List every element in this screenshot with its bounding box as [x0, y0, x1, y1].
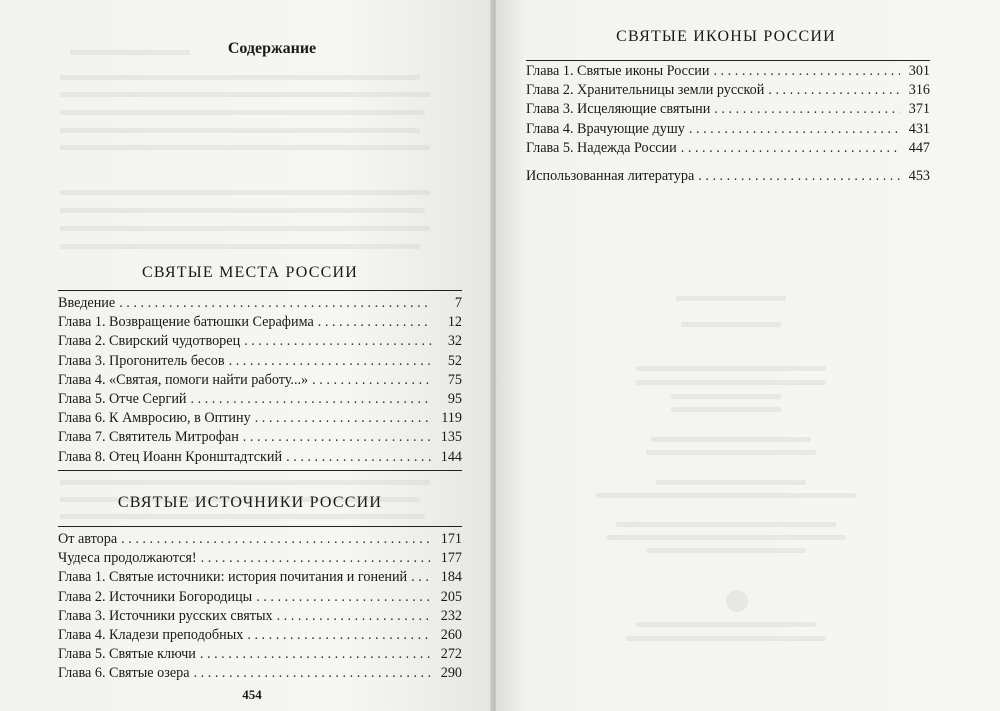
toc-entry-label: Глава 6. К Амвросию, в Оптину	[58, 410, 251, 427]
toc-entry-label: Глава 3. Исцеляющие святыни	[526, 101, 711, 118]
toc-entry-bibliography	[526, 167, 930, 186]
toc-entry-page: 184	[440, 569, 462, 586]
toc-entry	[58, 313, 462, 332]
toc-entry-page: 290	[440, 665, 462, 682]
toc-entry-page: 453	[908, 168, 930, 184]
show-through	[60, 480, 430, 485]
show-through	[646, 450, 816, 455]
show-through	[671, 394, 781, 399]
toc-leader-dots	[713, 62, 900, 81]
toc-leader-dots	[229, 352, 432, 371]
toc-entry-page: 260	[440, 627, 462, 644]
toc-leader-dots	[247, 626, 432, 645]
toc-entry-page: 301	[908, 63, 930, 79]
toc-leader-dots	[121, 530, 432, 549]
show-through	[636, 622, 816, 627]
toc-entry	[58, 549, 462, 568]
toc-entry	[58, 530, 462, 549]
show-through	[596, 493, 856, 498]
toc-leader-dots	[286, 448, 432, 467]
toc-leader-dots	[256, 588, 432, 607]
toc-leader-dots	[194, 664, 432, 683]
toc-leader-dots	[255, 409, 432, 428]
toc-entry-page: 272	[440, 646, 462, 663]
toc-entry-label: Глава 3. Прогонитель бесов	[58, 352, 225, 369]
toc-holy-springs	[58, 530, 462, 684]
toc-entry-label: Глава 2. Хранительницы земли русской	[526, 82, 765, 99]
show-through	[60, 75, 420, 80]
show-through	[636, 366, 826, 371]
toc-entry	[526, 139, 930, 158]
toc-leader-dots	[277, 607, 432, 626]
show-through	[70, 50, 190, 55]
toc-entry	[526, 100, 930, 119]
toc-entry-label: Глава 3. Источники русских святых	[58, 607, 273, 624]
toc-entry-page: 371	[908, 101, 930, 118]
show-through	[60, 226, 430, 231]
toc-entry-label: Глава 1. Возвращение батюшки Серафима	[58, 314, 314, 331]
toc-entry-page: 119	[441, 410, 462, 427]
toc-leader-dots	[312, 371, 432, 390]
right-page	[496, 0, 1000, 711]
toc-entry-page: 12	[447, 314, 462, 331]
toc-entry-label: Глава 2. Свирский чудотворец	[58, 333, 241, 350]
section-rule	[58, 290, 462, 291]
toc-entry	[58, 294, 462, 313]
toc-entry-label: Глава 6. Святые озера	[58, 665, 190, 682]
toc-entry	[58, 332, 462, 351]
toc-entry	[526, 120, 930, 139]
toc-leader-dots	[411, 568, 432, 587]
show-through	[616, 522, 836, 527]
section-rule	[526, 60, 930, 61]
toc-entry	[58, 568, 462, 587]
toc-entry-page: 447	[908, 139, 930, 156]
show-through	[676, 296, 786, 301]
toc-entry-label: Глава 1. Святые источники: история почитания и гонений	[58, 569, 408, 586]
section-rule	[58, 470, 462, 471]
page-number: 454	[242, 687, 262, 702]
show-through	[606, 535, 846, 540]
toc-entry-label: Глава 2. Источники Богородицы	[58, 588, 253, 605]
show-through	[60, 128, 420, 133]
show-through	[60, 145, 430, 150]
toc-entry-label: Глава 8. Отец Иоанн Кронштадтский	[58, 448, 283, 465]
toc-leader-dots	[698, 167, 900, 186]
toc-entry-label: Чудеса продолжаются!	[58, 550, 197, 567]
toc-entry-label: Использованная литература	[526, 168, 695, 184]
toc-entry-label: Глава 7. Святитель Митрофан	[58, 429, 239, 446]
toc-entry-label: Глава 4. Кладези преподобных	[58, 627, 244, 644]
show-through	[681, 322, 781, 327]
toc-leader-dots	[714, 100, 900, 119]
toc-holy-icons	[526, 62, 930, 158]
left-page	[0, 0, 492, 711]
toc-entry-label: Глава 5. Надежда России	[526, 139, 677, 156]
toc-entry	[58, 588, 462, 607]
toc-entry-page: 144	[440, 448, 462, 465]
toc-entry	[58, 626, 462, 645]
show-through	[60, 208, 425, 213]
toc-entry-label: Введение	[58, 295, 116, 311]
toc-entry	[58, 645, 462, 664]
toc-leader-dots	[243, 428, 432, 447]
toc-entry-page: 177	[440, 550, 462, 567]
toc-entry-page: 171	[440, 531, 462, 547]
toc-entry-page: 205	[440, 588, 462, 605]
section-rule	[58, 526, 462, 527]
show-through	[671, 407, 781, 412]
toc-entry	[526, 81, 930, 100]
toc-entry-page: 135	[440, 429, 462, 446]
show-through	[60, 244, 420, 249]
toc-leader-dots	[681, 139, 900, 158]
toc-leader-dots	[768, 81, 900, 100]
section-title-holy-icons: СВЯТЫЕ ИКОНЫ РОССИИ	[616, 28, 836, 45]
toc-leader-dots	[200, 645, 432, 664]
toc-entry	[58, 607, 462, 626]
show-through	[60, 514, 425, 519]
toc-leader-dots	[244, 332, 432, 351]
toc-leader-dots	[689, 120, 900, 139]
show-through	[60, 190, 430, 195]
toc-entry-label: Глава 4. Врачующие душу	[526, 120, 685, 137]
section-title-holy-springs: СВЯТЫЕ ИСТОЧНИКИ РОССИИ	[117, 494, 383, 511]
toc-entry-page: 431	[908, 120, 930, 137]
toc-leader-dots	[119, 294, 432, 313]
toc-holy-places	[58, 294, 462, 467]
toc-entry	[526, 62, 930, 81]
show-through	[626, 636, 826, 641]
toc-entry	[58, 448, 462, 467]
toc-entry-label: Глава 5. Святые ключи	[58, 646, 196, 663]
show-through	[651, 437, 811, 442]
toc-entry-page: 32	[447, 333, 462, 350]
show-through	[60, 110, 425, 115]
toc-entry	[58, 352, 462, 371]
toc-entry-page: 75	[447, 371, 462, 388]
toc-leader-dots	[191, 390, 432, 409]
toc-entry-label: Глава 5. Отче Сергий	[58, 391, 187, 408]
show-through	[646, 548, 806, 553]
toc-entry-page: 7	[454, 295, 462, 311]
toc-entry	[58, 428, 462, 447]
toc-entry	[58, 371, 462, 390]
toc-leader-dots	[318, 313, 432, 332]
show-through	[656, 480, 806, 485]
toc-entry	[58, 409, 462, 428]
contents-title: Содержание	[227, 40, 317, 57]
show-through	[60, 92, 430, 97]
toc-leader-dots	[201, 549, 432, 568]
toc-entry-page: 232	[440, 607, 462, 624]
show-through	[726, 590, 748, 612]
toc-entry-label: От автора	[58, 531, 118, 547]
toc-bibliography	[526, 167, 930, 186]
toc-entry	[58, 390, 462, 409]
toc-entry-page: 95	[447, 391, 462, 408]
toc-entry-page: 52	[447, 352, 462, 369]
toc-entry	[58, 664, 462, 683]
section-title-holy-places: СВЯТЫЕ МЕСТА РОССИИ	[141, 264, 359, 281]
toc-entry-label: Глава 1. Святые иконы России	[526, 63, 710, 79]
toc-entry-label: Глава 4. «Святая, помоги найти работу...»	[58, 371, 309, 388]
toc-entry-page: 316	[908, 82, 930, 99]
show-through	[636, 380, 826, 385]
